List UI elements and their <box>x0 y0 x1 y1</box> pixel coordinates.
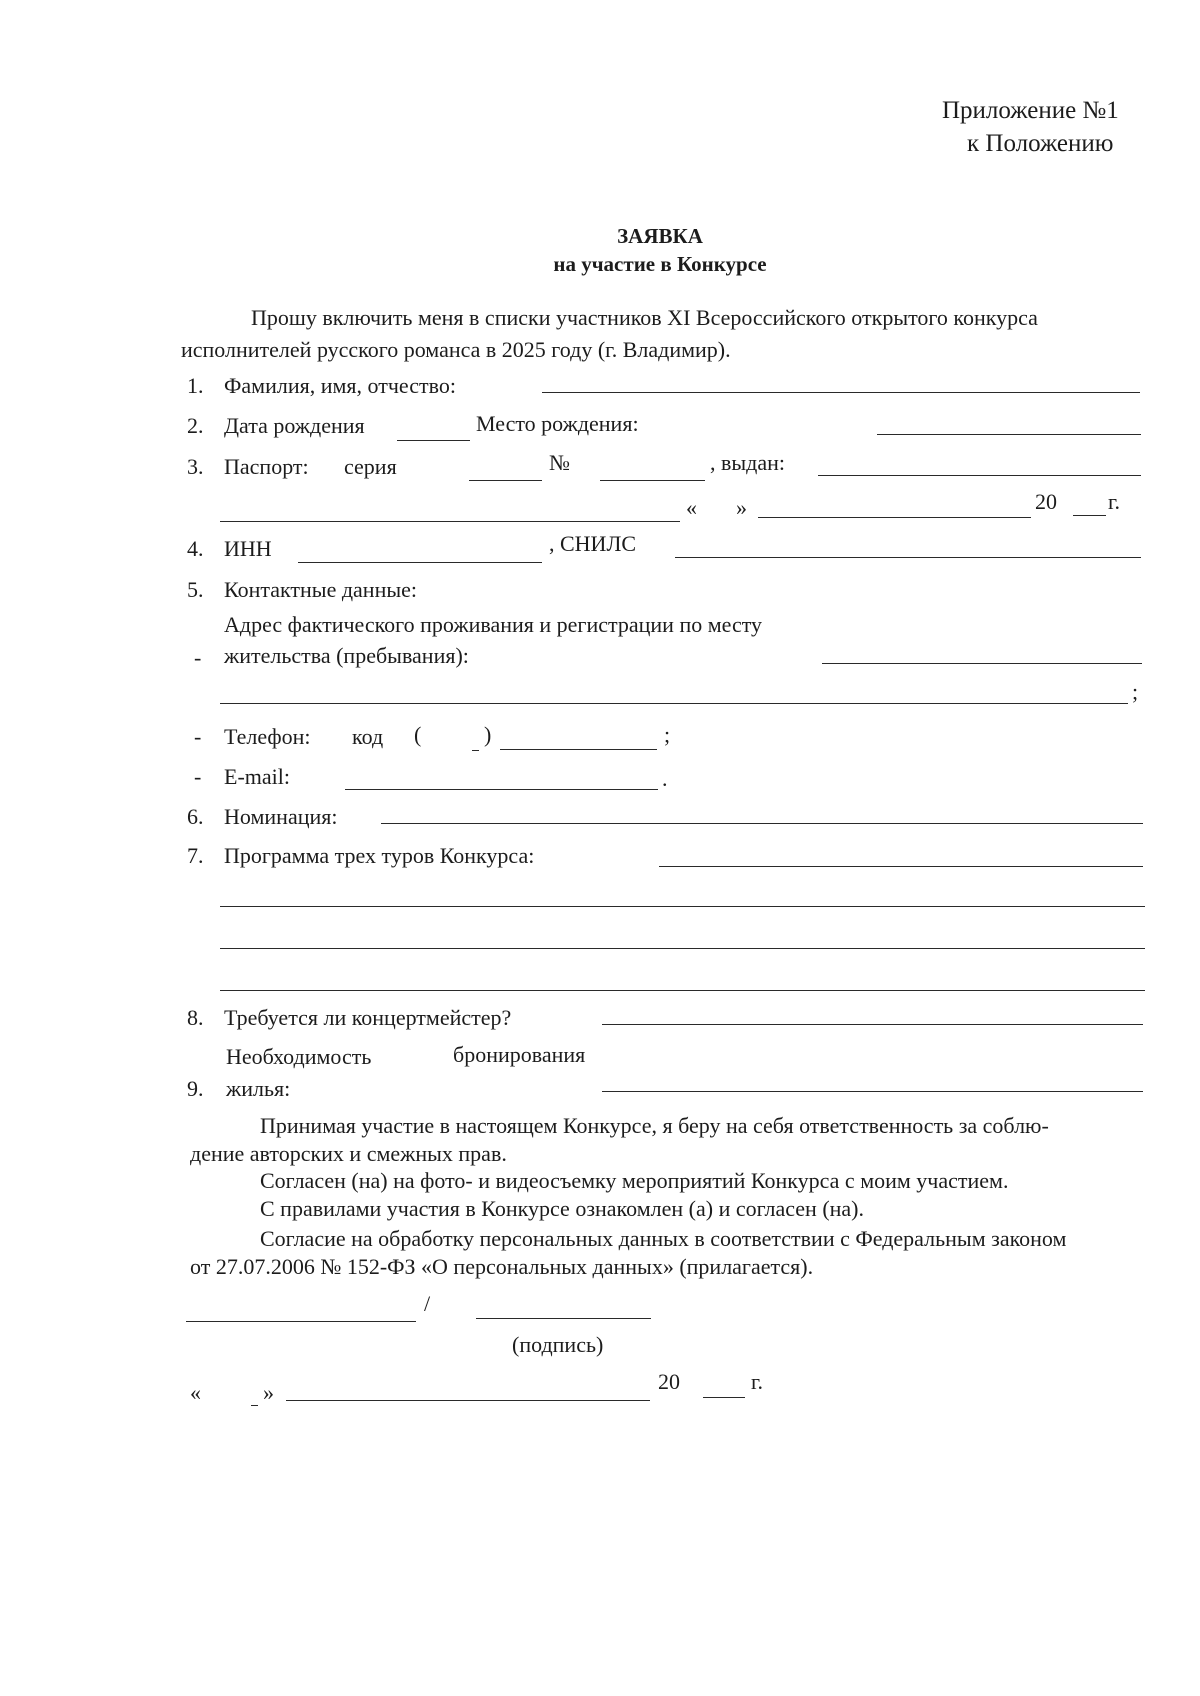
signature-name-field[interactable] <box>476 1318 651 1319</box>
email-dash: - <box>194 764 202 789</box>
birth-date-label: Дата рождения <box>224 413 365 438</box>
intro-line-1: Прошу включить меня в списки участников XI Всероссийского открытого конкурса <box>251 305 1038 330</box>
birth-place-label: Место рождения: <box>476 411 639 436</box>
passport-year-prefix: 20 <box>1035 489 1057 514</box>
passport-label: Паспорт: <box>224 454 309 479</box>
housing-label-part-3: жилья: <box>226 1076 291 1101</box>
consent-rules: С правилами участия в Конкурсе ознакомлен (а) и согласен (на). <box>260 1196 865 1221</box>
phone-label: Телефон: <box>224 724 311 749</box>
consent-copyright-line-2: дение авторских и смежных прав. <box>190 1141 507 1166</box>
address-semicolon: ; <box>1132 679 1139 704</box>
nomination-label: Номинация: <box>224 804 338 829</box>
address-field-2[interactable] <box>220 703 1128 704</box>
address-field[interactable] <box>822 663 1142 664</box>
snils-label: , СНИЛС <box>549 531 637 556</box>
phone-code-label: код <box>352 724 384 749</box>
housing-field[interactable] <box>602 1091 1143 1092</box>
passport-date-quote-open: « <box>686 495 697 520</box>
passport-issue-date-field[interactable] <box>758 517 1031 518</box>
fio-label: Фамилия, имя, отчество: <box>224 373 456 398</box>
contacts-label: Контактные данные: <box>224 577 417 602</box>
passport-year-suffix: г. <box>1108 489 1121 514</box>
email-label: E-mail: <box>224 764 290 789</box>
address-dash: - <box>194 645 202 670</box>
item-number-7: 7. <box>187 843 204 868</box>
signature-field[interactable] <box>186 1321 416 1322</box>
inn-label: ИНН <box>224 536 272 561</box>
signature-day-field[interactable] <box>251 1405 258 1406</box>
item-number-3: 3. <box>187 454 204 479</box>
form-subtitle: на участие в Конкурсе <box>553 252 767 276</box>
program-label: Программа трех туров Конкурса: <box>224 843 535 868</box>
appendix-number: Приложение №1 <box>942 97 1119 124</box>
phone-dash: - <box>194 724 202 749</box>
item-number-4: 4. <box>187 536 204 561</box>
passport-issued-label: , выдан: <box>710 450 786 475</box>
email-period: . <box>662 766 668 791</box>
consent-copyright-line-1: Принимая участие в настоящем Конкурсе, я беру на себя ответственность за соблю- <box>260 1113 1049 1138</box>
signature-slash: / <box>424 1291 431 1316</box>
signature-year-prefix: 20 <box>658 1369 680 1394</box>
signature-month-field[interactable] <box>286 1400 650 1401</box>
passport-year-field[interactable] <box>1073 515 1106 516</box>
snils-field[interactable] <box>675 557 1141 558</box>
item-number-1: 1. <box>187 373 204 398</box>
signature-caption: (подпись) <box>512 1332 604 1357</box>
housing-label-part-2: бронирования <box>453 1042 586 1067</box>
item-number-5: 5. <box>187 577 204 602</box>
passport-date-quote-close: » <box>736 495 747 520</box>
item-number-8: 8. <box>187 1005 204 1030</box>
passport-series-field[interactable] <box>469 480 542 481</box>
passport-number-field[interactable] <box>600 480 705 481</box>
passport-issued-by-field[interactable] <box>818 475 1141 476</box>
nomination-field[interactable] <box>381 823 1143 824</box>
signature-year-suffix: г. <box>751 1369 764 1394</box>
item-number-2: 2. <box>187 413 204 438</box>
program-field-4[interactable] <box>220 990 1145 991</box>
inn-field[interactable] <box>298 562 542 563</box>
passport-number-sign: № <box>549 450 570 475</box>
phone-number-field[interactable] <box>500 749 657 750</box>
intro-line-2: исполнителей русского романса в 2025 году (г. Владимир). <box>181 337 731 362</box>
accompanist-label: Требуется ли концертмейстер? <box>224 1005 512 1030</box>
signature-date-quote-close: » <box>263 1380 274 1405</box>
phone-semicolon: ; <box>664 722 671 747</box>
consent-personal-data-line-2: от 27.07.2006 № 152-ФЗ «О персональных данных» (прилагается). <box>190 1254 814 1279</box>
email-field[interactable] <box>345 789 658 790</box>
phone-code-paren-close: ) <box>484 722 492 747</box>
passport-issued-by-field-2[interactable] <box>220 521 680 522</box>
fio-field[interactable] <box>542 392 1140 393</box>
program-field-3[interactable] <box>220 948 1145 949</box>
phone-code-field[interactable] <box>472 750 479 751</box>
signature-date-quote-open: « <box>190 1380 201 1405</box>
program-field-2[interactable] <box>220 906 1145 907</box>
item-number-6: 6. <box>187 804 204 829</box>
passport-series-label: серия <box>344 454 397 479</box>
consent-photo-video: Согласен (на) на фото- и видеосъемку мероприятий Конкурса с моим участием. <box>260 1168 1009 1193</box>
program-field-1[interactable] <box>659 866 1143 867</box>
accompanist-field[interactable] <box>602 1024 1143 1025</box>
address-label-line-1: Адрес фактического проживания и регистрации по месту <box>224 612 763 637</box>
birth-date-field[interactable] <box>397 440 470 441</box>
phone-code-paren-open: ( <box>414 722 422 747</box>
appendix-reference: к Положению <box>967 130 1114 157</box>
housing-label-part-1: Необходимость <box>226 1044 372 1069</box>
birth-place-field[interactable] <box>877 434 1141 435</box>
signature-year-field[interactable] <box>703 1397 745 1398</box>
consent-personal-data-line-1: Согласие на обработку персональных данных в соответствии с Федеральным законом <box>260 1226 1067 1251</box>
form-title: ЗАЯВКА <box>617 224 703 248</box>
address-label-line-2: жительства (пребывания): <box>224 643 469 668</box>
item-number-9: 9. <box>187 1076 204 1101</box>
